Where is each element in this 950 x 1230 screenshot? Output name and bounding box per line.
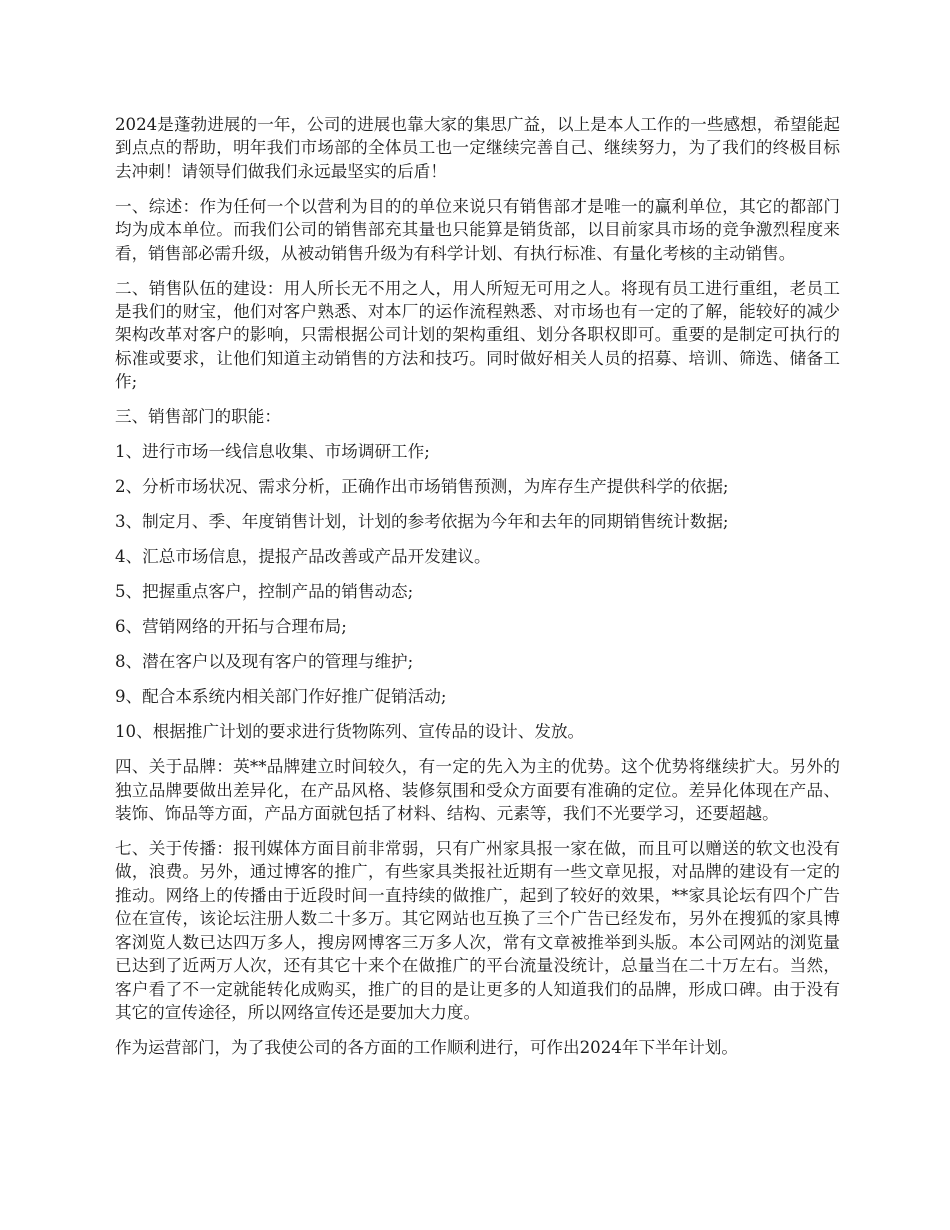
- list-item: 10、根据推广计划的要求进行货物陈列、宣传品的设计、发放。: [115, 722, 585, 742]
- paragraph-overview: 一、综述：作为任何一个以营利为目的的单位来说只有销售部才是唯一的赢利单位，其它的都部门均为成本单位。而我们公司的销售部充其量也只能算是销货部，以目前家具市场的竞争激烈程度来看，销售部必需升级，从被动销售升级为有科学计划、有执行标准、有量化考核的主动销售。: [115, 196, 840, 263]
- list-item: 6、营销网络的开拓与合理布局;: [115, 617, 347, 637]
- paragraph-dept-functions-heading: 三、销售部门的职能：: [115, 407, 281, 427]
- list-item: 5、把握重点客户，控制产品的销售动态;: [115, 582, 414, 602]
- paragraph-communication: 七、关于传播：报刊媒体方面目前非常弱，只有广州家具报一家在做，而且可以赠送的软文也没有做，浪费。另外，通过博客的推广，有些家具类报社近期有一些文章见报，对品牌的建设有一定的推动。网络上的传播由于近段时间一直持续的做推广，起到了较好的效果，**家具论坛有四个广告位在宣传，该论坛注册人数二十多万。其它网站也互换了三个广告已经发布，另外在搜狐的家具博客浏览人数已达四万多人，搜房网博客三万多人次，常有文章被推举到头版。本公司网站的浏览量已达到了近两万人次，还有其它十来个在做推广的平台流量没统计，总量当在二十万左右。当然，客户看了不一定就能转化成购买，推广的目的是让更多的人知道我们的品牌，形成口碑。由于没有其它的宣传途径，所以网络宣传还是要加大力度。: [115, 839, 840, 1022]
- paragraph-sales-team: 二、销售队伍的建设：用人所长无不用之人，用人所短无可用之人。将现有员工进行重组，老员工是我们的财宝，他们对客户熟悉、对本厂的运作流程熟悉、对市场也有一定的了解，能较好的减少架构改革对客户的影响，只需根据公司计划的架构重组、划分各职权即可。重要的是制定可执行的标准或要求，让他们知道主动销售的方法和技巧。同时做好相关人员的招募、培训、筛选、储备工作;: [115, 278, 840, 392]
- paragraph-brand: 四、关于品牌：英**品牌建立时间较久，有一定的先入为主的优势。这个优势将继续扩大。另外的独立品牌要做出差异化，在产品风格、装修氛围和受众方面要有准确的定位。差异化体现在产品、装饰、饰品等方面，产品方面就包括了材料、结构、元素等，我们不光要学习，还要超越。: [115, 757, 840, 824]
- list-item: 8、潜在客户以及现有客户的管理与维护;: [115, 652, 414, 672]
- list-item: 1、进行市场一线信息收集、市场调研工作;: [115, 442, 430, 462]
- list-item: 2、分析市场状况、需求分析，正确作出市场销售预测，为库存生产提供科学的依据;: [115, 477, 729, 497]
- paragraph-closing-remarks: 2024是蓬勃进展的一年，公司的进展也靠大家的集思广益，以上是本人工作的一些感想，希望能起到点点的帮助，明年我们市场部的全体员工也一定继续完善自己、继续努力，为了我们的终极目标去冲刺！请领导们做我们永远最坚实的后盾！: [115, 115, 840, 181]
- list-item: 4、汇总市场信息，提报产品改善或产品开发建议。: [115, 547, 491, 567]
- document-body: [115, 113, 840, 1071]
- list-item: 3、制定月、季、年度销售计划，计划的参考依据为今年和去年的同期销售统计数据;: [115, 512, 729, 532]
- list-item: 9、配合本系统内相关部门作好推广促销活动;: [115, 687, 447, 707]
- paragraph-plan-intro: 作为运营部门，为了我使公司的各方面的工作顺利进行，可作出2024年下半年计划。: [115, 1037, 739, 1057]
